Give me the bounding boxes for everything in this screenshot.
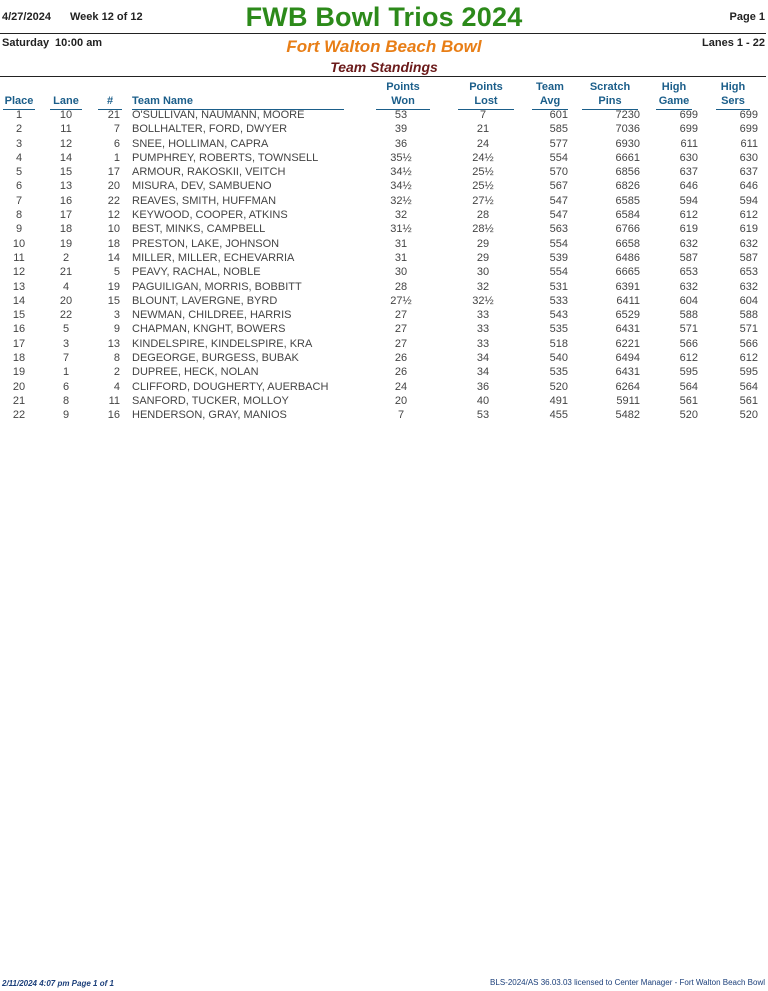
cell-high-series: 587 (739, 251, 758, 264)
cell-high-series: 699 (739, 109, 758, 121)
cell-place: 18 (12, 352, 26, 365)
cell-points-won: 34½ (390, 180, 412, 193)
cell-scratch-pins: 6766 (615, 223, 640, 236)
cell-place: 17 (12, 337, 26, 350)
table-row (0, 237, 768, 251)
cell-points-lost: 32½ (472, 294, 494, 307)
cell-points-lost: 30 (476, 266, 490, 279)
cell-points-lost: 28½ (472, 223, 494, 236)
cell-number: 10 (107, 223, 120, 236)
table-row (0, 265, 768, 279)
cell-lane: 22 (59, 309, 73, 322)
cell-high-series: 619 (739, 223, 758, 236)
cell-points-lost: 25½ (472, 166, 494, 179)
cell-number: 9 (113, 323, 120, 336)
cell-scratch-pins: 6930 (615, 137, 640, 150)
cell-high-game: 699 (679, 109, 698, 121)
cell-high-series: 566 (739, 337, 758, 350)
cell-high-series: 564 (739, 380, 758, 393)
cell-place: 5 (15, 166, 23, 179)
cell-scratch-pins: 7036 (615, 123, 640, 136)
cell-team-avg: 491 (549, 394, 568, 407)
cell-lane: 3 (62, 337, 70, 350)
cell-number: 5 (113, 266, 120, 279)
cell-team-avg: 539 (549, 251, 568, 264)
cell-place: 7 (15, 194, 23, 207)
cell-high-game: 588 (679, 309, 698, 322)
cell-high-game: 561 (679, 394, 698, 407)
cell-team-avg: 554 (549, 237, 568, 250)
cell-points-won: 35½ (390, 151, 412, 164)
cell-points-won: 39 (394, 123, 408, 136)
cell-lane: 17 (59, 209, 73, 222)
cell-high-game: 619 (679, 223, 698, 236)
cell-team-avg: 547 (549, 194, 568, 207)
cell-team-avg: 601 (549, 109, 568, 121)
cell-team-name: MILLER, MILLER, ECHEVARRIA (132, 251, 295, 264)
cell-scratch-pins: 6584 (615, 209, 640, 222)
cell-points-lost: 21 (476, 123, 490, 136)
cell-team-name: ARMOUR, RAKOSKII, VEITCH (132, 166, 286, 179)
cell-high-series: 594 (739, 194, 758, 207)
col-team-name: Team Name (132, 94, 344, 110)
cell-points-won: 28 (394, 280, 408, 293)
cell-points-lost: 29 (476, 237, 490, 250)
cell-number: 4 (113, 380, 120, 393)
cell-high-game: 566 (679, 337, 698, 350)
cell-team-avg: 547 (549, 209, 568, 222)
cell-points-won: 30 (394, 266, 408, 279)
cell-high-game: 604 (679, 294, 698, 307)
cell-scratch-pins: 6391 (615, 280, 640, 293)
cell-team-name: O'SULLIVAN, NAUMANN, MOORE (132, 109, 305, 121)
cell-scratch-pins: 6665 (615, 266, 640, 279)
lanes-label: Lanes 1 - 22 (702, 37, 765, 49)
cell-place: 15 (12, 309, 26, 322)
cell-number: 2 (113, 366, 120, 379)
cell-points-won: 31 (394, 237, 408, 250)
cell-team-name: SANFORD, TUCKER, MOLLOY (132, 394, 289, 407)
cell-points-lost: 34 (476, 366, 490, 379)
cell-points-won: 27 (394, 309, 408, 322)
cell-high-game: 564 (679, 380, 698, 393)
table-row (0, 179, 768, 193)
cell-scratch-pins: 6856 (615, 166, 640, 179)
cell-points-lost: 25½ (472, 180, 494, 193)
report-date: 4/27/2024 (2, 11, 51, 23)
cell-points-won: 32 (394, 209, 408, 222)
cell-high-series: 637 (739, 166, 758, 179)
cell-scratch-pins: 5482 (615, 409, 640, 422)
cell-scratch-pins: 6411 (616, 294, 640, 307)
cell-number: 20 (107, 180, 120, 193)
cell-place: 10 (12, 237, 26, 250)
cell-scratch-pins: 6826 (615, 180, 640, 193)
subtitle-divider (0, 76, 766, 77)
cell-lane: 19 (59, 237, 73, 250)
cell-points-won: 31½ (390, 223, 412, 236)
cell-points-won: 53 (394, 109, 408, 121)
cell-high-game: 571 (679, 323, 698, 336)
time-label: 10:00 am (55, 37, 103, 49)
table-row (0, 137, 768, 151)
cell-place: 21 (12, 394, 26, 407)
cell-points-lost: 53 (476, 409, 490, 422)
cell-team-avg: 518 (549, 337, 568, 350)
table-row (0, 337, 768, 351)
cell-place: 4 (15, 151, 23, 164)
cell-lane: 7 (62, 352, 70, 365)
cell-lane: 20 (59, 294, 73, 307)
cell-place: 2 (15, 123, 23, 136)
cell-high-series: 653 (739, 266, 758, 279)
table-row (0, 308, 768, 322)
cell-high-series: 595 (739, 366, 758, 379)
table-row (0, 208, 768, 222)
cell-scratch-pins: 7230 (615, 109, 640, 121)
cell-points-lost: 33 (476, 323, 490, 336)
cell-team-name: BOLLHALTER, FORD, DWYER (132, 123, 288, 136)
table-row (0, 108, 768, 122)
cell-team-name: CHAPMAN, KNGHT, BOWERS (132, 323, 286, 336)
cell-number: 19 (107, 280, 120, 293)
cell-high-game: 611 (680, 137, 698, 150)
cell-points-won: 26 (394, 366, 408, 379)
cell-points-lost: 32 (476, 280, 490, 293)
cell-scratch-pins: 6661 (615, 151, 640, 164)
cell-points-won: 27½ (390, 294, 412, 307)
cell-team-avg: 533 (549, 294, 568, 307)
cell-points-won: 20 (394, 394, 408, 407)
cell-place: 16 (12, 323, 26, 336)
cell-team-avg: 554 (549, 266, 568, 279)
cell-lane: 10 (59, 109, 73, 121)
cell-number: 22 (107, 194, 120, 207)
cell-scratch-pins: 6529 (615, 309, 640, 322)
cell-scratch-pins: 5911 (616, 394, 640, 407)
footer-print-info: 2/11/2024 4:07 pm Page 1 of 1 (2, 979, 114, 988)
cell-points-won: 27 (394, 337, 408, 350)
table-row (0, 394, 768, 408)
cell-points-lost: 33 (476, 309, 490, 322)
table-row (0, 251, 768, 265)
cell-team-name: PUMPHREY, ROBERTS, TOWNSELL (132, 151, 319, 164)
cell-points-won: 34½ (390, 166, 412, 179)
cell-number: 13 (107, 337, 120, 350)
cell-scratch-pins: 6585 (615, 194, 640, 207)
cell-lane: 6 (62, 380, 70, 393)
report-subtitle: Team Standings (330, 59, 438, 75)
cell-lane: 5 (62, 323, 70, 336)
cell-team-avg: 563 (549, 223, 568, 236)
cell-team-avg: 455 (549, 409, 568, 422)
cell-place: 11 (13, 251, 25, 264)
cell-number: 21 (107, 109, 120, 121)
cell-place: 20 (12, 380, 26, 393)
cell-points-won: 32½ (390, 194, 412, 207)
cell-number: 14 (107, 251, 120, 264)
cell-number: 18 (107, 237, 120, 250)
cell-points-lost: 33 (476, 337, 490, 350)
cell-number: 17 (107, 166, 120, 179)
cell-high-series: 612 (739, 352, 758, 365)
cell-points-won: 27 (394, 323, 408, 336)
cell-place: 14 (12, 294, 26, 307)
cell-number: 12 (107, 209, 120, 222)
cell-high-game: 699 (679, 123, 698, 136)
cell-lane: 4 (62, 280, 70, 293)
col-number: # (98, 94, 122, 110)
cell-lane: 13 (59, 180, 73, 193)
table-row (0, 365, 768, 379)
cell-points-lost: 29 (476, 251, 490, 264)
standings-table (0, 108, 768, 423)
cell-number: 16 (107, 409, 120, 422)
cell-team-name: KEYWOOD, COOPER, ATKINS (132, 209, 288, 222)
cell-team-name: PAGUILIGAN, MORRIS, BOBBITT (132, 280, 302, 293)
cell-points-lost: 24½ (472, 151, 494, 164)
cell-team-avg: 520 (549, 380, 568, 393)
cell-high-series: 699 (739, 123, 758, 136)
cell-team-name: DEGEORGE, BURGESS, BUBAK (132, 352, 299, 365)
cell-place: 12 (12, 266, 26, 279)
cell-high-game: 612 (679, 352, 698, 365)
cell-scratch-pins: 6658 (615, 237, 640, 250)
cell-high-series: 604 (739, 294, 758, 307)
cell-points-won: 7 (397, 409, 405, 422)
cell-lane: 1 (62, 366, 70, 379)
cell-scratch-pins: 6486 (615, 251, 640, 264)
cell-high-series: 612 (739, 209, 758, 222)
cell-points-lost: 27½ (472, 194, 494, 207)
col-scratch-pins: Scratch Pins (582, 80, 638, 110)
table-row (0, 165, 768, 179)
table-row (0, 322, 768, 336)
footer-license: BLS-2024/AS 36.03.03 licensed to Center Manager - Fort Walton Beach Bowl (490, 978, 765, 987)
cell-place: 3 (15, 137, 23, 150)
cell-team-name: NEWMAN, CHILDREE, HARRIS (132, 309, 292, 322)
cell-place: 1 (15, 109, 23, 121)
cell-high-series: 561 (739, 394, 758, 407)
cell-place: 22 (12, 409, 26, 422)
cell-points-won: 36 (394, 137, 408, 150)
col-points-lost: Points Lost (458, 80, 514, 110)
cell-lane: 11 (60, 123, 72, 136)
header-divider (0, 33, 766, 34)
cell-team-name: HENDERSON, GRAY, MANIOS (132, 409, 287, 422)
cell-high-game: 595 (679, 366, 698, 379)
cell-high-game: 632 (679, 280, 698, 293)
cell-team-name: MISURA, DEV, SAMBUENO (132, 180, 272, 193)
cell-lane: 2 (62, 251, 70, 264)
cell-team-avg: 540 (549, 352, 568, 365)
cell-team-name: CLIFFORD, DOUGHERTY, AUERBACH (132, 380, 329, 393)
cell-number: 11 (108, 394, 120, 407)
col-lane: Lane (50, 94, 82, 110)
cell-points-lost: 24 (476, 137, 490, 150)
cell-scratch-pins: 6431 (615, 366, 640, 379)
week-label: Week 12 of 12 (70, 11, 143, 23)
center-name: Fort Walton Beach Bowl (286, 37, 482, 56)
cell-lane: 9 (62, 409, 70, 422)
cell-number: 8 (113, 352, 120, 365)
cell-team-avg: 585 (549, 123, 568, 136)
cell-team-avg: 535 (549, 366, 568, 379)
cell-team-avg: 570 (549, 166, 568, 179)
cell-number: 6 (113, 137, 120, 150)
cell-points-lost: 40 (476, 394, 490, 407)
cell-place: 8 (15, 209, 23, 222)
cell-high-game: 637 (679, 166, 698, 179)
cell-team-name: PEAVY, RACHAL, NOBLE (132, 266, 261, 279)
cell-high-series: 520 (739, 409, 758, 422)
report-title: FWB Bowl Trios 2024 (245, 2, 523, 32)
cell-high-game: 587 (679, 251, 698, 264)
cell-number: 3 (113, 309, 120, 322)
table-row (0, 194, 768, 208)
cell-high-series: 611 (740, 137, 758, 150)
cell-high-game: 646 (679, 180, 698, 193)
cell-team-avg: 577 (549, 137, 568, 150)
cell-high-game: 632 (679, 237, 698, 250)
cell-team-name: DUPREE, HECK, NOLAN (132, 366, 259, 379)
cell-number: 15 (107, 294, 120, 307)
cell-high-series: 571 (739, 323, 758, 336)
cell-team-avg: 567 (549, 180, 568, 193)
table-row (0, 380, 768, 394)
cell-high-game: 612 (679, 209, 698, 222)
cell-lane: 16 (59, 194, 73, 207)
cell-points-lost: 36 (476, 380, 490, 393)
cell-team-name: BEST, MINKS, CAMPBELL (132, 223, 266, 236)
col-place: Place (3, 94, 35, 110)
cell-team-avg: 543 (549, 309, 568, 322)
cell-high-game: 594 (679, 194, 698, 207)
table-row (0, 294, 768, 308)
cell-points-won: 26 (394, 352, 408, 365)
cell-high-series: 588 (739, 309, 758, 322)
table-row (0, 280, 768, 294)
cell-team-name: BLOUNT, LAVERGNE, BYRD (132, 294, 278, 307)
cell-team-name: KINDELSPIRE, KINDELSPIRE, KRA (132, 337, 313, 350)
cell-points-lost: 34 (476, 352, 490, 365)
page-number: Page 1 (729, 11, 765, 23)
cell-team-avg: 535 (549, 323, 568, 336)
cell-high-game: 630 (679, 151, 698, 164)
cell-team-avg: 531 (549, 280, 568, 293)
cell-points-won: 31 (394, 251, 408, 264)
cell-lane: 14 (59, 151, 73, 164)
cell-lane: 8 (62, 394, 70, 407)
cell-place: 19 (12, 366, 26, 379)
cell-team-name: REAVES, SMITH, HUFFMAN (132, 194, 277, 207)
cell-team-name: SNEE, HOLLIMAN, CAPRA (132, 137, 269, 150)
cell-high-series: 646 (739, 180, 758, 193)
table-row (0, 351, 768, 365)
day-label: Saturday (2, 37, 50, 49)
cell-points-won: 24 (394, 380, 408, 393)
cell-place: 6 (15, 180, 23, 193)
cell-lane: 12 (59, 137, 73, 150)
cell-scratch-pins: 6221 (615, 337, 640, 350)
cell-team-name: PRESTON, LAKE, JOHNSON (132, 237, 280, 250)
cell-high-series: 632 (739, 280, 758, 293)
cell-place: 13 (12, 280, 26, 293)
table-row (0, 122, 768, 136)
cell-place: 9 (15, 223, 23, 236)
col-points-won: Points Won (376, 80, 430, 110)
cell-scratch-pins: 6264 (615, 380, 640, 393)
cell-number: 1 (113, 151, 120, 164)
table-row (0, 222, 768, 236)
cell-scratch-pins: 6431 (615, 323, 640, 336)
table-row (0, 408, 768, 422)
col-team-avg: Team Avg (532, 80, 568, 110)
col-high-series: High Sers (716, 80, 750, 110)
cell-high-series: 632 (739, 237, 758, 250)
cell-lane: 15 (59, 166, 73, 179)
cell-points-lost: 28 (476, 209, 490, 222)
table-row (0, 151, 768, 165)
cell-lane: 21 (59, 266, 73, 279)
cell-high-series: 630 (739, 151, 758, 164)
cell-points-lost: 7 (479, 109, 487, 121)
col-high-game: High Game (656, 80, 692, 110)
cell-high-game: 653 (679, 266, 698, 279)
cell-high-game: 520 (679, 409, 698, 422)
cell-team-avg: 554 (549, 151, 568, 164)
cell-scratch-pins: 6494 (615, 352, 640, 365)
cell-lane: 18 (59, 223, 73, 236)
cell-number: 7 (113, 123, 120, 136)
